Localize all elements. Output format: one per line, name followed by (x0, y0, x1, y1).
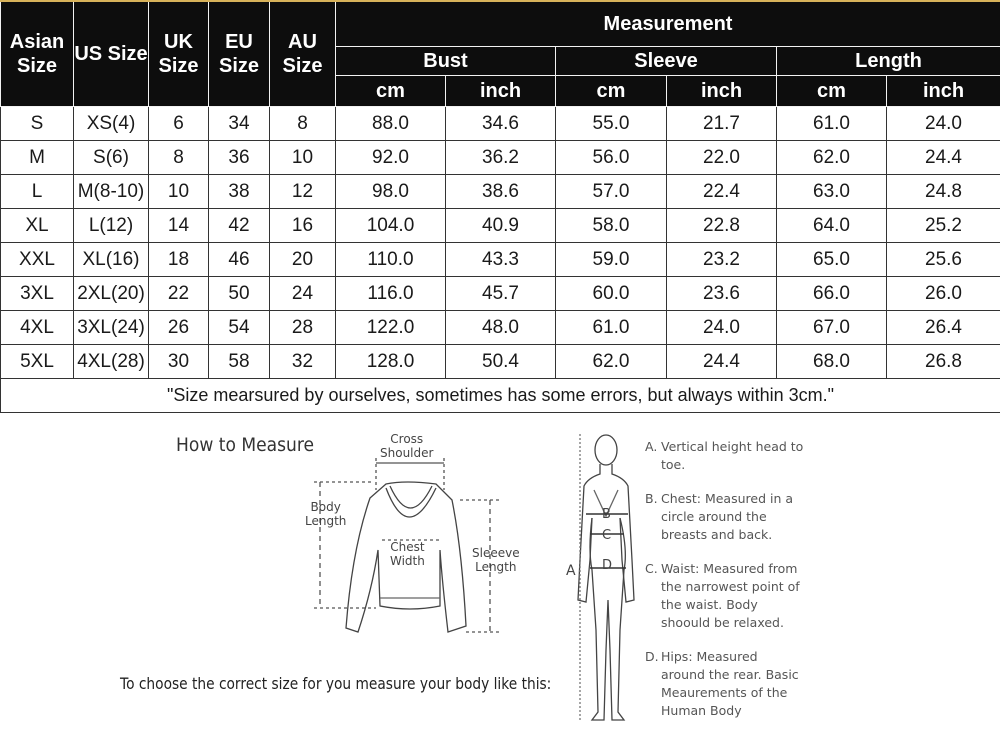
cell-length-inch: 26.0 (887, 277, 1000, 311)
cell-au-size: 8 (270, 107, 336, 141)
cell-length-cm: 62.0 (777, 141, 887, 175)
cell-bust-inch: 50.4 (446, 345, 556, 379)
cell-au-size: 12 (270, 175, 336, 209)
cell-eu-size: 58 (209, 345, 270, 379)
cell-au-size: 10 (270, 141, 336, 175)
cell-bust-cm: 110.0 (336, 243, 446, 277)
cell-sleeve-cm: 56.0 (556, 141, 667, 175)
header-bust-cm: cm (336, 76, 446, 107)
body-length-label: Body Length (305, 500, 347, 528)
cell-asian-size: 5XL (1, 345, 74, 379)
cell-au-size: 28 (270, 311, 336, 345)
step-c (645, 560, 805, 632)
cell-uk-size: 14 (149, 209, 209, 243)
step-text: Chest: Measured in a circle around the breasts and back. (661, 491, 794, 542)
measurement-note: "Size mearsured by ourselves, sometimes has some errors, but always within 3cm." (1, 379, 1000, 413)
cell-sleeve-inch: 22.4 (667, 175, 777, 209)
cell-uk-size: 30 (149, 345, 209, 379)
step-letter: A. (645, 439, 658, 454)
cell-length-inch: 24.4 (887, 141, 1000, 175)
cell-sleeve-cm: 62.0 (556, 345, 667, 379)
header-uk-size: UK Size (149, 1, 209, 107)
header-bust-inch: inch (446, 76, 556, 107)
body-label-d: D (602, 558, 613, 573)
cell-asian-size: XXL (1, 243, 74, 277)
cell-au-size: 32 (270, 345, 336, 379)
cell-eu-size: 46 (209, 243, 270, 277)
header-sleeve-cm: cm (556, 76, 667, 107)
step-text: Hips: Measured around the rear. Basic Meaurements of the Human Body (661, 649, 799, 718)
cell-asian-size: L (1, 175, 74, 209)
cell-sleeve-inch: 24.4 (667, 345, 777, 379)
cell-sleeve-inch: 22.0 (667, 141, 777, 175)
header-au-size: AU Size (270, 1, 336, 107)
step-letter: D. (645, 649, 659, 664)
header-asian-size: Asian Size (1, 1, 74, 107)
cell-length-cm: 61.0 (777, 107, 887, 141)
table-row (1, 209, 1000, 243)
cell-eu-size: 36 (209, 141, 270, 175)
cell-length-cm: 65.0 (777, 243, 887, 277)
step-letter: C. (645, 561, 658, 576)
header-length-inch: inch (887, 76, 1000, 107)
step-d (645, 648, 805, 720)
measure-instruction: To choose the correct size for you measure your body like this: (120, 674, 552, 693)
table-row (1, 175, 1000, 209)
cell-sleeve-cm: 58.0 (556, 209, 667, 243)
cell-sleeve-cm: 59.0 (556, 243, 667, 277)
cell-asian-size: S (1, 107, 74, 141)
cell-bust-cm: 122.0 (336, 311, 446, 345)
cell-bust-inch: 38.6 (446, 175, 556, 209)
cell-us-size: 2XL(20) (74, 277, 149, 311)
cell-bust-cm: 98.0 (336, 175, 446, 209)
cell-sleeve-inch: 24.0 (667, 311, 777, 345)
header-length-cm: cm (777, 76, 887, 107)
cell-us-size: XL(16) (74, 243, 149, 277)
cell-us-size: XS(4) (74, 107, 149, 141)
table-row (1, 345, 1000, 379)
cell-length-cm: 67.0 (777, 311, 887, 345)
cell-length-inch: 25.6 (887, 243, 1000, 277)
cell-asian-size: M (1, 141, 74, 175)
step-text: Vertical height head to toe. (661, 439, 804, 472)
cross-shoulder-label: Cross Shoulder (380, 432, 434, 460)
cell-sleeve-inch: 22.8 (667, 209, 777, 243)
header-sleeve-inch: inch (667, 76, 777, 107)
cell-au-size: 20 (270, 243, 336, 277)
cell-bust-inch: 48.0 (446, 311, 556, 345)
cell-eu-size: 34 (209, 107, 270, 141)
cell-sleeve-cm: 55.0 (556, 107, 667, 141)
cell-length-cm: 63.0 (777, 175, 887, 209)
cell-asian-size: XL (1, 209, 74, 243)
cell-length-inch: 24.0 (887, 107, 1000, 141)
cell-us-size: S(6) (74, 141, 149, 175)
step-letter: B. (645, 491, 658, 506)
cell-sleeve-inch: 23.2 (667, 243, 777, 277)
cell-length-inch: 24.8 (887, 175, 1000, 209)
table-row (1, 141, 1000, 175)
cell-uk-size: 8 (149, 141, 209, 175)
cell-sleeve-inch: 23.6 (667, 277, 777, 311)
header-sleeve: Sleeve (556, 47, 777, 76)
how-to-measure-section (0, 400, 1000, 747)
cell-length-inch: 26.8 (887, 345, 1000, 379)
table-row (1, 311, 1000, 345)
step-text: Waist: Measured from the narrowest point of the waist. Body shoould be relaxed. (661, 561, 800, 630)
cell-bust-cm: 128.0 (336, 345, 446, 379)
cell-us-size: M(8-10) (74, 175, 149, 209)
header-length: Length (777, 47, 1000, 76)
cell-length-cm: 64.0 (777, 209, 887, 243)
cell-uk-size: 26 (149, 311, 209, 345)
cell-uk-size: 6 (149, 107, 209, 141)
table-row (1, 243, 1000, 277)
cell-uk-size: 10 (149, 175, 209, 209)
cell-au-size: 16 (270, 209, 336, 243)
cell-bust-inch: 34.6 (446, 107, 556, 141)
cell-sleeve-inch: 21.7 (667, 107, 777, 141)
cell-bust-cm: 116.0 (336, 277, 446, 311)
measure-steps (645, 438, 805, 737)
cell-bust-cm: 92.0 (336, 141, 446, 175)
cell-asian-size: 4XL (1, 311, 74, 345)
body-figure (578, 434, 634, 722)
cell-eu-size: 50 (209, 277, 270, 311)
table-row (1, 107, 1000, 141)
header-measurement: Measurement (336, 1, 1000, 47)
cell-bust-inch: 40.9 (446, 209, 556, 243)
cell-au-size: 24 (270, 277, 336, 311)
cell-length-cm: 66.0 (777, 277, 887, 311)
cell-eu-size: 54 (209, 311, 270, 345)
cell-bust-inch: 45.7 (446, 277, 556, 311)
cell-sleeve-cm: 61.0 (556, 311, 667, 345)
cell-asian-size: 3XL (1, 277, 74, 311)
chest-width-label: Chest Width (390, 540, 425, 568)
header-us-size: US Size (74, 1, 149, 107)
cell-us-size: 4XL(28) (74, 345, 149, 379)
cell-length-cm: 68.0 (777, 345, 887, 379)
cell-sleeve-cm: 60.0 (556, 277, 667, 311)
body-label-a: A (566, 563, 576, 579)
cell-sleeve-cm: 57.0 (556, 175, 667, 209)
step-a (645, 438, 805, 474)
cell-bust-inch: 36.2 (446, 141, 556, 175)
body-label-c: C (602, 528, 612, 543)
body-label-b: B (602, 507, 611, 522)
cell-us-size: L(12) (74, 209, 149, 243)
cell-bust-cm: 104.0 (336, 209, 446, 243)
cell-bust-cm: 88.0 (336, 107, 446, 141)
cell-eu-size: 42 (209, 209, 270, 243)
header-eu-size: EU Size (209, 1, 270, 107)
table-row (1, 277, 1000, 311)
cell-us-size: 3XL(24) (74, 311, 149, 345)
cell-uk-size: 22 (149, 277, 209, 311)
header-bust: Bust (336, 47, 556, 76)
cell-length-inch: 25.2 (887, 209, 1000, 243)
cell-length-inch: 26.4 (887, 311, 1000, 345)
cell-uk-size: 18 (149, 243, 209, 277)
cell-bust-inch: 43.3 (446, 243, 556, 277)
how-to-measure-title: How to Measure (176, 434, 315, 456)
sleeve-length-label: Sleeeve Length (472, 546, 520, 574)
step-b (645, 490, 805, 544)
cell-eu-size: 38 (209, 175, 270, 209)
